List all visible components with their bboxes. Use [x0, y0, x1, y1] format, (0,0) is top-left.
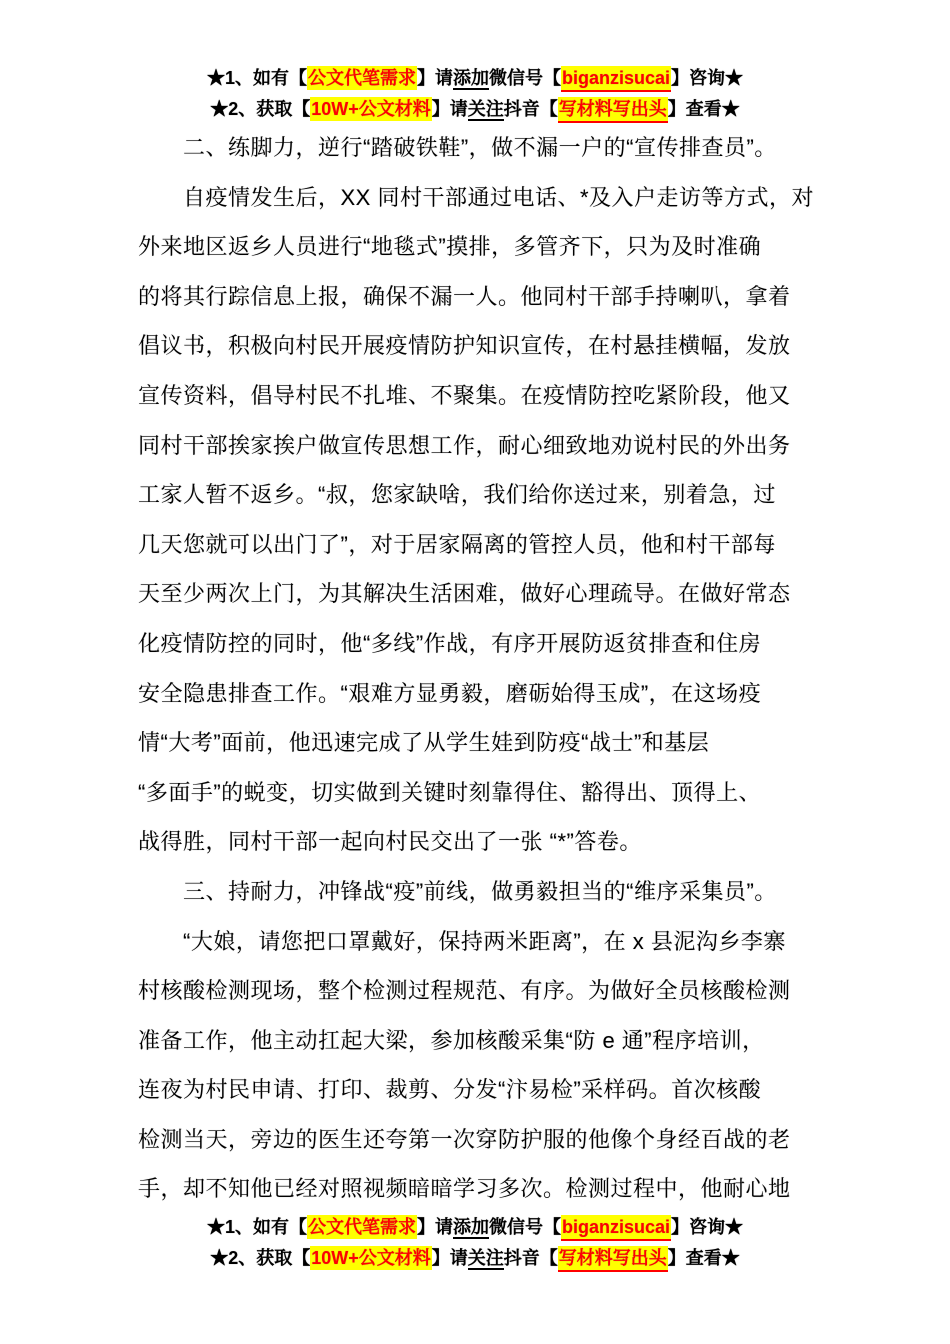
promo-text: ★1、如有【	[206, 1217, 307, 1237]
promo-highlight-text: biganzisucai	[561, 1215, 671, 1241]
doc-text-line: 村核酸检测现场，整个检测过程规范、有序。为做好全员核酸检测	[138, 978, 791, 1004]
doc-text-line: 战得胜，同村干部一起向村民交出了一张 “*”答卷。	[138, 829, 642, 855]
promo-underline-text: 关注	[467, 1248, 504, 1268]
doc-text-line: 工家人暂不返乡。“叔，您家缺啥，我们给你送过来，别着急，过	[138, 482, 776, 508]
doc-text-line: 手，却不知他已经对照视频暗暗学习多次。检测过程中，他耐心地	[138, 1176, 791, 1202]
doc-text-line: 安全隐患排查工作。“艰难方显勇毅，磨砺始得玉成”，在这场疫	[138, 680, 762, 706]
doc-text-line: 检测当天，旁边的医生还夸第一次穿防护服的他像个身经百战的老	[138, 1126, 791, 1152]
promo-text: 】请	[431, 1248, 468, 1268]
doc-text-line: 几天您就可以出门了”，对于居家隔离的管控人员，他和村干部每	[138, 531, 776, 557]
promo-header	[0, 63, 950, 125]
promo-text: ★2、获取【	[210, 99, 311, 119]
promo-footer	[0, 1212, 950, 1274]
promo-text: 抖音【	[503, 99, 558, 119]
doc-text-line: 外来地区返乡人员进行“地毯式”摸排，多管齐下，只为及时准确	[138, 234, 762, 260]
promo-text: 】请	[416, 1217, 453, 1237]
doc-text-line: 化疫情防控的同时，他“多线”作战，有序开展防返贫排查和住房	[138, 630, 762, 656]
promo-line	[0, 1212, 950, 1243]
promo-highlight-text: 公文代笔需求	[307, 1217, 416, 1237]
promo-underline-text: 关注	[467, 99, 504, 119]
promo-text: 】查看★	[667, 1248, 740, 1268]
doc-text-line: 倡议书，积极向村民开展疫情防护知识宣传，在村悬挂横幅，发放	[138, 333, 791, 359]
promo-text: 】查看★	[667, 99, 740, 119]
promo-highlight-text: 写材料写出头	[558, 97, 668, 123]
promo-text: 微信号【	[488, 68, 561, 88]
doc-text-line: 同村干部挨家挨户做宣传思想工作，耐心细致地劝说村民的外出务	[138, 432, 791, 458]
promo-text: 抖音【	[503, 1248, 558, 1268]
promo-text: 】咨询★	[671, 1217, 744, 1237]
promo-highlight-text: 10W+公文材料	[311, 1248, 431, 1268]
promo-highlight-text: biganzisucai	[561, 66, 671, 92]
doc-text-line: 情“大考”面前，他迅速完成了从学生娃到防疫“战士”和基层	[138, 730, 710, 756]
promo-highlight-text: 10W+公文材料	[311, 99, 431, 119]
doc-text-line: 准备工作，他主动扛起大梁，参加核酸采集“防 e 通”程序培训，	[138, 1027, 765, 1053]
promo-underline-text: 添加	[452, 1217, 489, 1237]
promo-text: 微信号【	[488, 1217, 561, 1237]
section-heading-line: 二、练脚力，逆行“踏破铁鞋”，做不漏一户的“宣传排查员”。	[183, 135, 777, 160]
promo-line	[0, 63, 950, 94]
doc-text-line: 连夜为村民申请、打印、裁剪、分发“汴易检”采样码。首次核酸	[138, 1077, 762, 1103]
promo-text: 】咨询★	[671, 68, 744, 88]
document-body	[138, 123, 818, 1214]
promo-highlight-text: 写材料写出头	[558, 1246, 668, 1272]
doc-text-line: 宣传资料，倡导村民不扎堆、不聚集。在疫情防控吃紧阶段，他又	[138, 382, 791, 408]
promo-text: ★2、获取【	[210, 1248, 311, 1268]
promo-line	[0, 94, 950, 125]
doc-text-line: “大娘，请您把口罩戴好，保持两米距离”，在 x 县泥沟乡李寨	[183, 928, 786, 954]
doc-text-line: 的将其行踪信息上报，确保不漏一人。他同村干部手持喇叭，拿着	[138, 283, 791, 309]
section-heading-line: 三、持耐力，冲锋战“疫”前线，做勇毅担当的“维序采集员”。	[183, 878, 777, 904]
doc-text-line: “多面手”的蜕变，切实做到关键时刻靠得住、豁得出、顶得上、	[138, 779, 762, 805]
doc-text-line: 天至少两次上门，为其解决生活困难，做好心理疏导。在做好常态	[138, 581, 791, 607]
promo-text: ★1、如有【	[206, 68, 307, 88]
doc-text-line: 自疫情发生后，XX 同村干部通过电话、*及入户走访等方式，对	[183, 184, 815, 210]
promo-underline-text: 添加	[452, 68, 489, 88]
promo-text: 】请	[431, 99, 468, 119]
promo-line	[0, 1243, 950, 1274]
promo-highlight-text: 公文代笔需求	[307, 68, 416, 88]
promo-text: 】请	[416, 68, 453, 88]
